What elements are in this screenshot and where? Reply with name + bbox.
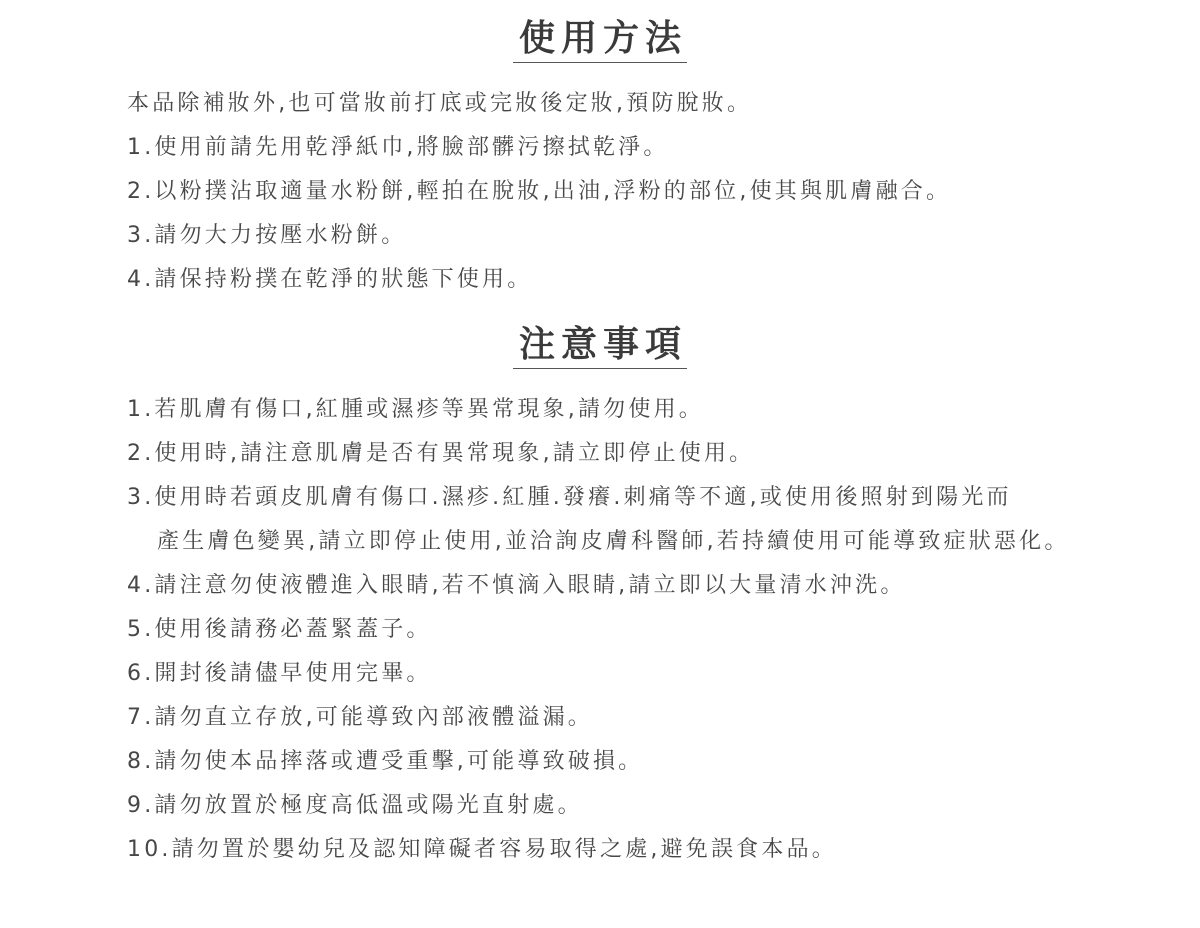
note-item-2: 2.使用時,請注意肌膚是否有異常現象,請立即停止使用。 [127, 441, 755, 466]
usage-step-2: 2.以粉撲沾取適量水粉餅,輕拍在脫妝,出油,浮粉的部位,使其與肌膚融合。 [127, 179, 952, 204]
note-item-7: 7.請勿直立存放,可能導致內部液體溢漏。 [127, 705, 593, 730]
note-item-3: 3.使用時若頭皮肌膚有傷口.濕疹.紅腫.發癢.刺痛等不適,或使用後照射到陽光而 [127, 485, 1012, 510]
note-item-6: 6.開封後請儘早使用完畢。 [127, 661, 432, 686]
notes-section-title [0, 324, 1200, 369]
note-item-1: 1.若肌膚有傷口,紅腫或濕疹等異常現象,請勿使用。 [127, 397, 704, 422]
note-item-4: 4.請注意勿使液體進入眼睛,若不慎滴入眼睛,請立即以大量清水沖洗。 [127, 573, 906, 598]
usage-step-4: 4.請保持粉撲在乾淨的狀態下使用。 [127, 267, 533, 292]
usage-section-title [0, 18, 1200, 63]
note-item-10: 10.請勿置於嬰幼兒及認知障礙者容易取得之處,避免誤食本品。 [127, 837, 837, 862]
usage-intro: 本品除補妝外,也可當妝前打底或完妝後定妝,預防脫妝。 [127, 91, 753, 116]
note-item-3-continued: 產生膚色變異,請立即停止使用,並洽詢皮膚科醫師,若持續使用可能導致症狀惡化。 [157, 529, 1070, 554]
notes-title-text: 注意事項 [513, 324, 687, 369]
note-item-5: 5.使用後請務必蓋緊蓋子。 [127, 617, 432, 642]
note-item-9: 9.請勿放置於極度高低溫或陽光直射處。 [127, 793, 583, 818]
usage-step-3: 3.請勿大力按壓水粉餅。 [127, 223, 407, 248]
usage-step-1: 1.使用前請先用乾淨紙巾,將臉部髒污擦拭乾淨。 [127, 135, 669, 160]
note-item-8: 8.請勿使本品摔落或遭受重擊,可能導致破損。 [127, 749, 644, 774]
usage-title-text: 使用方法 [513, 18, 687, 63]
